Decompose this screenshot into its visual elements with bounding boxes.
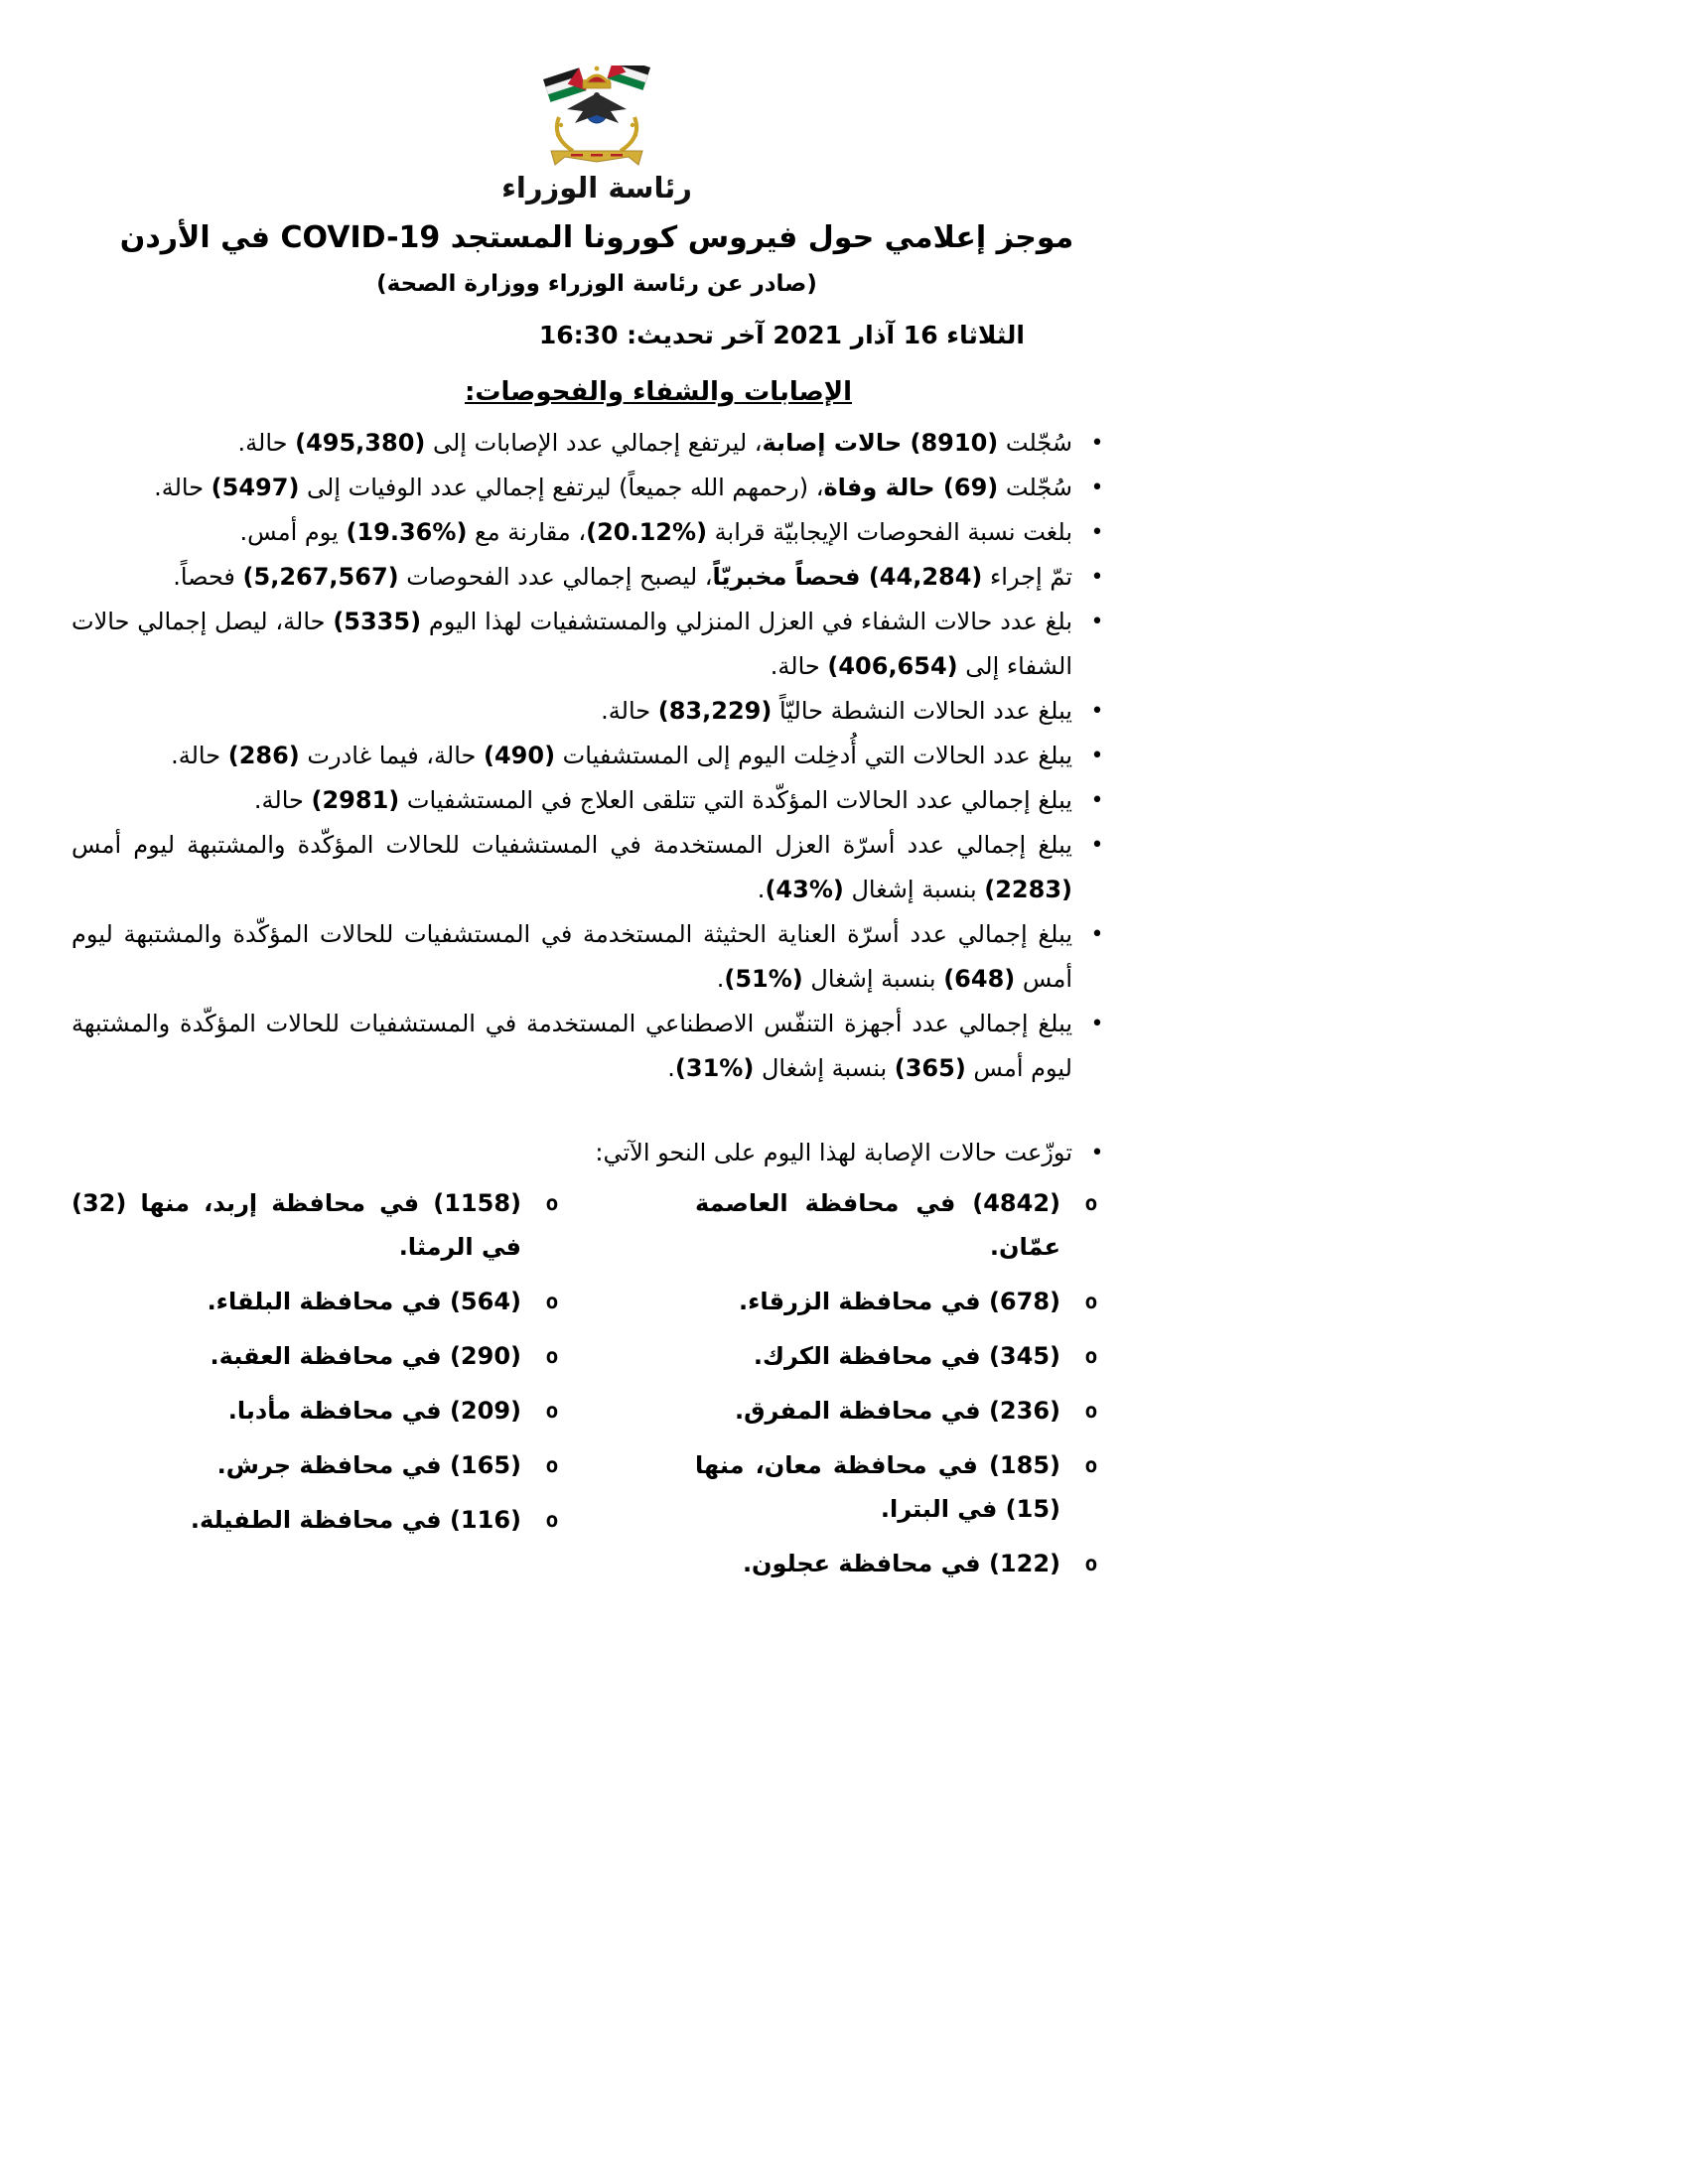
bullet-text-segment: يبلغ عدد الحالات التي أُدخِلت اليوم إلى المستشفيات bbox=[555, 742, 1072, 769]
bullet-text-segment: فحصاً. bbox=[173, 563, 243, 591]
bullet-icon: • bbox=[1090, 833, 1104, 858]
stat-value: (5497) bbox=[211, 474, 300, 501]
distribution-item bbox=[695, 1542, 1122, 1585]
distribution-item-text: (209) في محافظة مأدبا. bbox=[227, 1397, 521, 1425]
stat-value: (69) حالة وفاة bbox=[823, 474, 999, 501]
distribution-item bbox=[71, 1334, 583, 1378]
bullet-text-segment: سُجّلت bbox=[998, 429, 1072, 457]
stat-value: (83,229) bbox=[657, 697, 773, 725]
distribution-item bbox=[695, 1334, 1122, 1378]
bullet-text-segment: بلغ عدد حالات الشفاء في العزل المنزلي والمستشفيات لهذا اليوم bbox=[421, 608, 1073, 635]
bullet-text-segment: حالة. bbox=[154, 474, 211, 501]
stat-value: (%19.36) bbox=[346, 518, 468, 546]
distribution-item-text: (564) في محافظة البلقاء. bbox=[207, 1288, 521, 1315]
bullet-text-segment: بنسبة إشغال bbox=[754, 1054, 895, 1082]
stat-value: (495,380) bbox=[295, 429, 426, 457]
document-subtitle: (صادر عن رئاسة الوزراء ووزارة الصحة) bbox=[376, 271, 817, 297]
circle-marker-icon: o bbox=[1084, 1290, 1098, 1313]
distribution-item-text: (116) في محافظة الطفيلة. bbox=[190, 1506, 521, 1534]
distribution-item bbox=[71, 1443, 583, 1487]
bullet-text bbox=[71, 466, 1072, 510]
bullet-icon: • bbox=[1090, 744, 1104, 768]
circle-marker-icon: o bbox=[1084, 1552, 1098, 1575]
stat-value: (%31) bbox=[674, 1054, 755, 1082]
bullet-item bbox=[71, 734, 1122, 778]
distribution-item bbox=[71, 1181, 583, 1269]
section-heading: الإصابات والشفاء والفحوصات: bbox=[465, 377, 852, 407]
bullet-text bbox=[71, 823, 1072, 912]
bullet-text bbox=[71, 778, 1072, 823]
circle-marker-icon: o bbox=[545, 1191, 559, 1215]
stat-value: (%20.12) bbox=[586, 518, 708, 546]
bullet-icon: • bbox=[1090, 476, 1104, 500]
bullet-text-segment: حالة، ليصل إجمالي حالات الشفاء إلى bbox=[71, 608, 1072, 680]
date-line: الثلاثاء 16 آذار 2021 آخر تحديث: 16:30 bbox=[538, 321, 1025, 349]
bullet-item bbox=[71, 1002, 1122, 1091]
distribution-item bbox=[695, 1280, 1122, 1323]
stat-value: (5335) bbox=[333, 608, 422, 635]
distribution-right-column bbox=[695, 1181, 1122, 1596]
document-header bbox=[71, 66, 1122, 297]
logo-caption: رئاسة الوزراء bbox=[501, 171, 692, 205]
bullet-item bbox=[71, 778, 1122, 823]
bullet-item bbox=[71, 510, 1122, 555]
bullet-text-segment: حالة. bbox=[770, 652, 828, 680]
bullet-text-segment: بلغت نسبة الفحوصات الإيجابيّة قرابة bbox=[707, 518, 1072, 546]
circle-marker-icon: o bbox=[1084, 1399, 1098, 1423]
bullet-item bbox=[71, 555, 1122, 600]
distribution-item-text: (678) في محافظة الزرقاء. bbox=[738, 1288, 1060, 1315]
bullet-item bbox=[71, 600, 1122, 689]
distribution-columns bbox=[71, 1181, 1122, 1596]
stat-value: (%51) bbox=[724, 965, 803, 993]
bullet-text-segment: بنسبة إشغال bbox=[802, 965, 944, 993]
bullet-list bbox=[71, 421, 1122, 1091]
bullet-text bbox=[71, 689, 1072, 734]
bullet-item bbox=[71, 466, 1122, 510]
bullet-text-segment: . bbox=[757, 876, 766, 903]
distribution-item bbox=[695, 1181, 1122, 1269]
stat-value: (648) bbox=[943, 965, 1016, 993]
distribution-item-text: (185) في محافظة معان، منها (15) في البترا. bbox=[695, 1451, 1060, 1523]
distribution-item bbox=[71, 1389, 583, 1433]
bullet-text-segment: حالة. bbox=[237, 429, 296, 457]
bullet-icon: • bbox=[1090, 520, 1104, 545]
bullet-icon: • bbox=[1090, 1012, 1104, 1036]
bullet-text-segment: يبلغ إجمالي عدد أسرّة العناية الحثيثة المستخدمة في المستشفيات للحالات المؤكّدة والمشتبهة ليوم أمس bbox=[71, 920, 1072, 993]
document-title: موجز إعلامي حول فيروس كورونا المستجد COVID-19 في الأردن bbox=[119, 220, 1074, 255]
distribution-item-text: (165) في محافظة جرش. bbox=[216, 1451, 521, 1479]
bullet-text bbox=[71, 555, 1072, 600]
distribution-item-text: (290) في محافظة العقبة. bbox=[210, 1342, 521, 1370]
stat-value: (44,284) فحصاً مخبريّاً bbox=[712, 563, 983, 591]
document-content bbox=[71, 66, 1122, 1596]
bullet-item bbox=[71, 823, 1122, 912]
distribution-intro bbox=[71, 1131, 1122, 1175]
distribution-item-text: (236) في محافظة المفرق. bbox=[734, 1397, 1060, 1425]
stat-value: (%43) bbox=[765, 876, 844, 903]
distribution-intro-text: توزّعت حالات الإصابة لهذا اليوم على النحو الآتي: bbox=[595, 1139, 1072, 1166]
bullet-text-segment: حالة. bbox=[253, 786, 312, 814]
bullet-text-segment: تمّ إجراء bbox=[982, 563, 1072, 591]
bullet-text-segment: يبلغ إجمالي عدد الحالات المؤكّدة التي تتلقى العلاج في المستشفيات bbox=[399, 786, 1072, 814]
bullet-icon: • bbox=[1090, 922, 1104, 947]
bullet-text-segment: حالة. bbox=[601, 697, 658, 725]
bullet-text-segment: يبلغ إجمالي عدد أجهزة التنفّس الاصطناعي المستخدمة في المستشفيات للحالات المؤكّدة والمشتبهة ليوم أمس bbox=[71, 1010, 1072, 1082]
bullet-text bbox=[71, 510, 1072, 555]
bullet-icon: • bbox=[1090, 610, 1104, 634]
bullet-text-segment: يبلغ عدد الحالات النشطة حاليّاً bbox=[772, 697, 1072, 725]
bullet-text bbox=[71, 912, 1072, 1002]
bullet-text-segment: ، (رحمهم الله جميعاً) ليرتفع إجمالي عدد الوفيات إلى bbox=[299, 474, 824, 501]
bullet-icon: • bbox=[1090, 565, 1104, 590]
bullet-text-segment: حالة، فيما غادرت bbox=[299, 742, 484, 769]
stat-value: (2283) bbox=[984, 876, 1072, 903]
bullet-text-segment: يوم أمس. bbox=[239, 518, 347, 546]
bullet-item bbox=[71, 421, 1122, 466]
bullet-text-segment: ، ليصبح إجمالي عدد الفحوصات bbox=[398, 563, 713, 591]
stat-value: (286) bbox=[227, 742, 300, 769]
circle-marker-icon: o bbox=[545, 1290, 559, 1313]
distribution-item-text: (122) في محافظة عجلون. bbox=[742, 1550, 1060, 1577]
bullet-icon: • bbox=[1090, 431, 1104, 456]
circle-marker-icon: o bbox=[1084, 1344, 1098, 1368]
circle-marker-icon: o bbox=[1084, 1191, 1098, 1215]
bullet-text-segment: . bbox=[716, 965, 725, 993]
stat-value: (8910) حالات إصابة bbox=[762, 429, 999, 457]
stat-value: (406,654) bbox=[827, 652, 958, 680]
bullet-text bbox=[71, 734, 1072, 778]
bullet-text-segment: بنسبة إشغال bbox=[843, 876, 985, 903]
circle-marker-icon: o bbox=[545, 1344, 559, 1368]
distribution-item bbox=[695, 1389, 1122, 1433]
bullet-text bbox=[71, 1002, 1072, 1091]
bullet-text bbox=[71, 421, 1072, 466]
stat-value: (490) bbox=[484, 742, 556, 769]
distribution-item-text: (1158) في محافظة إربد، منها (32) في الرمثا. bbox=[71, 1189, 521, 1261]
distribution-item bbox=[695, 1443, 1122, 1531]
distribution-item-text: (4842) في محافظة العاصمة عمّان. bbox=[695, 1189, 1060, 1261]
bullet-text-segment: . bbox=[667, 1054, 675, 1082]
bullet-text-segment: حالة. bbox=[171, 742, 228, 769]
stat-value: (365) bbox=[894, 1054, 966, 1082]
bullet-text-segment: سُجّلت bbox=[998, 474, 1072, 501]
jordan-coat-of-arms-icon bbox=[71, 66, 1122, 169]
coat-of-arms-svg bbox=[531, 66, 662, 169]
circle-marker-icon: o bbox=[545, 1508, 559, 1532]
bullet-item bbox=[71, 689, 1122, 734]
distribution-left-column bbox=[71, 1181, 583, 1596]
bullet-text-segment: ، ليرتفع إجمالي عدد الإصابات إلى bbox=[425, 429, 763, 457]
bullet-text-segment: يبلغ إجمالي عدد أسرّة العزل المستخدمة في المستشفيات للحالات المؤكّدة والمشتبهة ليوم أمس bbox=[71, 831, 1072, 859]
bullet-icon: • bbox=[1090, 699, 1104, 724]
bullet-icon: • bbox=[1090, 1141, 1104, 1165]
distribution-item-text: (345) في محافظة الكرك. bbox=[753, 1342, 1060, 1370]
circle-marker-icon: o bbox=[1084, 1453, 1098, 1477]
bullet-icon: • bbox=[1090, 788, 1104, 813]
stat-value: (2981) bbox=[311, 786, 400, 814]
stat-value: (5,267,567) bbox=[242, 563, 399, 591]
bullet-text bbox=[71, 600, 1072, 689]
bullet-text-segment: ، مقارنة مع bbox=[467, 518, 587, 546]
circle-marker-icon: o bbox=[545, 1399, 559, 1423]
distribution-item bbox=[71, 1498, 583, 1542]
distribution-item bbox=[71, 1280, 583, 1323]
bullet-item bbox=[71, 912, 1122, 1002]
circle-marker-icon: o bbox=[545, 1453, 559, 1477]
